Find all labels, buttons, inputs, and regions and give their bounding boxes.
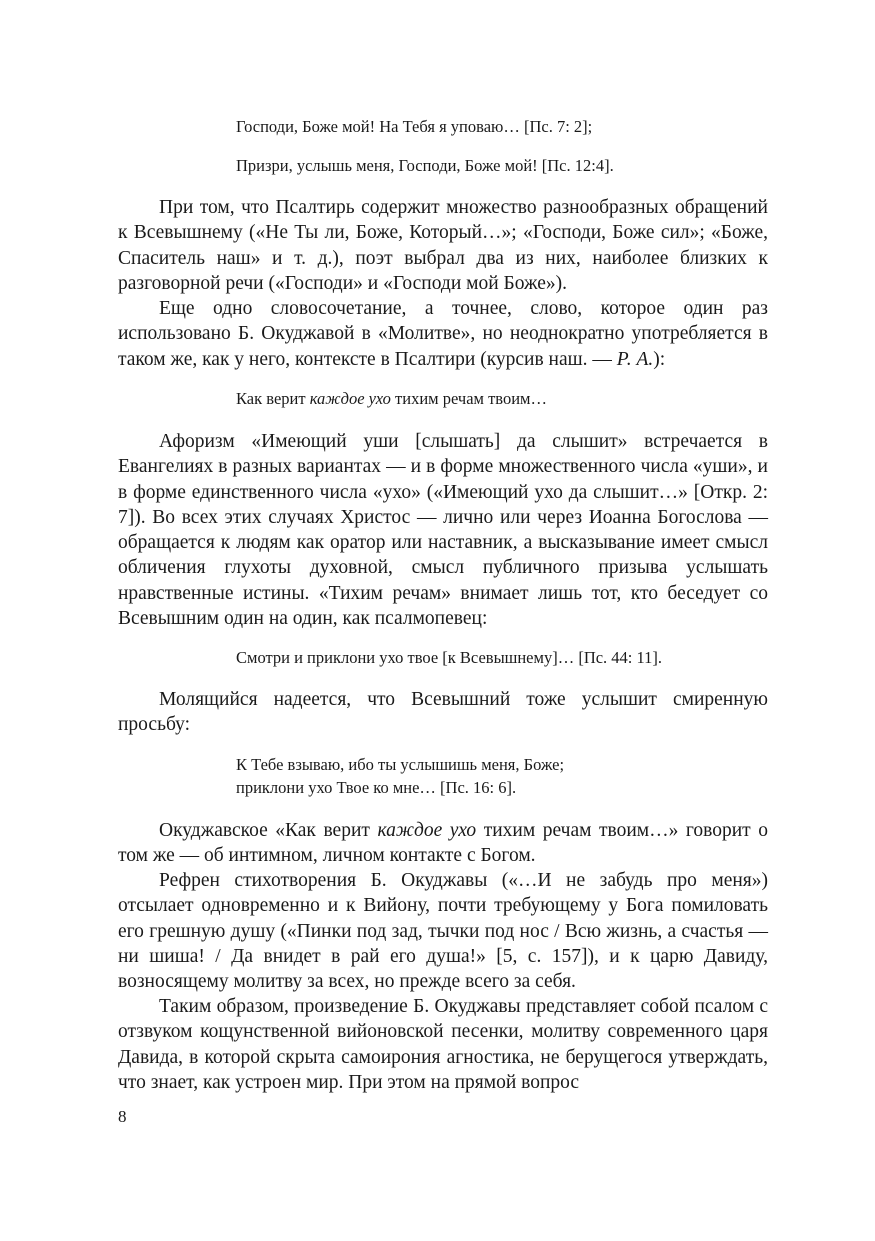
- italic-emphasis: каждое ухо: [377, 820, 477, 841]
- quote-psalm-16-line1: [236, 753, 796, 776]
- quote-text: Призри, услышь меня, Господи, Боже мой! [Пс. 12:4].: [236, 156, 614, 175]
- paragraph-text: Молящийся надеется, что Всевышний тоже услышит смиренную просьбу:: [118, 689, 768, 736]
- quote-text: Господи, Боже мой! На Тебя я уповаю… [Пс. 7: 2];: [236, 117, 593, 136]
- quote-text-end: тихим речам твоим…: [390, 389, 547, 408]
- quote-text: Смотри и приклони ухо твое [к Всевышнему]… [Пс. 44: 11].: [236, 648, 663, 667]
- paragraph-okudzhava-intimate: [118, 818, 768, 869]
- italic-initials: Р. А.: [616, 348, 654, 370]
- quote-psalm-12: [236, 154, 796, 177]
- paragraph-aphorism: [118, 429, 768, 631]
- paragraph-text-end: тихим речам твоим…» говорит о том же — об интимном, личном контакте с Богом.: [118, 820, 769, 867]
- quote-text: приклони ухо Твое ко мне… [Пс. 16: 6].: [236, 778, 517, 797]
- paragraph-text: Рефрен стихотворения Б. Окуджавы («…И не забудь про меня») отсылает одновременно и к Вийону, почти требующему у Бога помиловать его грешную душу («Пинки под зад, тычки под нос / Всю жизнь, а счастья — ни шиша! / Да внидет в рай его душа!» [5, с. 157]), и к царю Давиду, возносящему молитву за всех, но прежде всего за себя.: [118, 870, 768, 993]
- paragraph-refrain: [118, 868, 768, 994]
- quote-psalm-7: [236, 115, 796, 138]
- quote-psalm-16-line2: [236, 776, 796, 799]
- paragraph-text: Таким образом, произведение Б. Окуджавы представляет собой псалом с отзвуком кощунственной вийоновской песенки, молитву современного царя Давида, в которой скрыта самоирония агностика, не берущегося утверждать, что знает, как устроен мир. При этом на прямой вопрос: [118, 996, 768, 1093]
- quote-psalm-44: [236, 646, 796, 669]
- page-number: 8: [118, 1107, 127, 1126]
- italic-emphasis: каждое ухо: [309, 389, 391, 408]
- paragraph-text: Окуджавское «Как верит: [159, 820, 378, 841]
- paragraph-prayer-hope: [118, 687, 768, 738]
- quote-text: К Тебе взываю, ибо ты услышишь меня, Боже;: [236, 755, 565, 774]
- paragraph-text-end: ):: [653, 348, 666, 370]
- paragraph-word-usage: [118, 296, 768, 372]
- paragraph-appeals: [118, 195, 768, 296]
- quote-text: Как верит: [236, 389, 310, 408]
- paragraph-text: Еще одно словосочетание, а точнее, слово, которое один раз использовано Б. Окуджавой в «Молитве», но неоднократно употребляется в таком же, как у него, контексте в Псалтири (курсив наш. —: [118, 298, 768, 370]
- paragraph-text: При том, что Псалтирь содержит множество разнообразных обращений к Всевышнему («Не Ты ли, Боже, Который…»; «Господи, Боже сил»; «Боже, Спаситель наш» и т. д.), поэт выбрал два из них, наиболее близких к разговорной речи («Господи» и «Господи мой Боже»).: [118, 197, 768, 294]
- paragraph-conclusion: [118, 994, 768, 1095]
- paragraph-text: Афоризм «Имеющий уши [слышать] да слышит» встречается в Евангелиях в разных вариантах — и в форме множественного числа «уши», и в форме единственного числа «ухо» («Имеющий ухо да слышит…» [Откр. 2: 7]). Во всех этих случаях Христос — лично или через Иоанна Богослова — обращается к людям как оратор или наставник, а высказывание имеет смысл обличения глухоты духовной, смысл публичного призыва услышать нравственные истины. «Тихим речам» внимает лишь тот, кто беседует со Всевышним один на один, как псалмопевец:: [118, 431, 768, 630]
- quote-okudzhava-line: [236, 387, 796, 410]
